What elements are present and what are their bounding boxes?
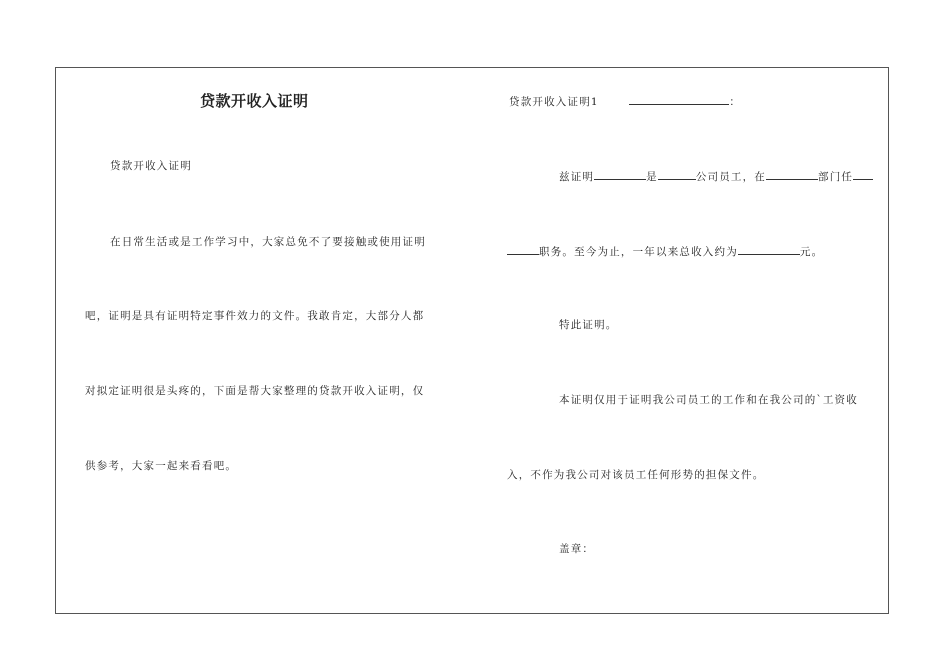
stamp-label: 盖章： bbox=[559, 543, 595, 555]
blank-department bbox=[766, 168, 818, 180]
template-heading-colon: ： bbox=[729, 96, 742, 108]
intro-line-4: 供参考，大家一起来看看吧。 bbox=[85, 460, 238, 472]
certify-text-b: 是 bbox=[646, 171, 658, 183]
special-certify: 特此证明。 bbox=[559, 319, 618, 331]
certify-text-d: 部门任 bbox=[818, 171, 854, 183]
template-heading bbox=[509, 93, 741, 109]
blank-income bbox=[738, 243, 800, 255]
blank-company bbox=[658, 168, 696, 180]
subtitle: 贷款开收入证明 bbox=[110, 160, 192, 172]
certify-text-c: 公司员工，在 bbox=[695, 171, 767, 183]
note-line-1: 本证明仅用于证明我公司员工的工作和在我公司的`工资收 bbox=[559, 394, 858, 406]
blank-post-start bbox=[853, 168, 873, 180]
document-border bbox=[55, 67, 889, 614]
intro-line-2: 吧，证明是具有证明特定事件效力的文件。我敢肯定，大部分人都 bbox=[85, 310, 425, 322]
document-title: 贷款开收入证明 bbox=[200, 92, 309, 110]
certify-line-2 bbox=[507, 243, 823, 259]
intro-line-3: 对拟定证明很是头疼的，下面是帮大家整理的贷款开收入证明，仅 bbox=[85, 385, 425, 397]
intro-line-1: 在日常生活或是工作学习中，大家总免不了要接触或使用证明 bbox=[110, 236, 426, 248]
note-line-2: 入，不作为我公司对该员工任何形势的担保文件。 bbox=[507, 469, 765, 481]
certify-text-f: 元。 bbox=[799, 246, 824, 258]
template-heading-text: 贷款开收入证明1 bbox=[509, 96, 599, 108]
blank-line bbox=[629, 93, 729, 105]
certify-text-e: 职务。至今为止，一年以来总收入约为 bbox=[539, 246, 738, 258]
certify-line-1 bbox=[559, 168, 873, 184]
blank-name bbox=[594, 168, 646, 180]
blank-post-end bbox=[507, 243, 539, 255]
certify-text-a: 兹证明 bbox=[559, 171, 595, 183]
